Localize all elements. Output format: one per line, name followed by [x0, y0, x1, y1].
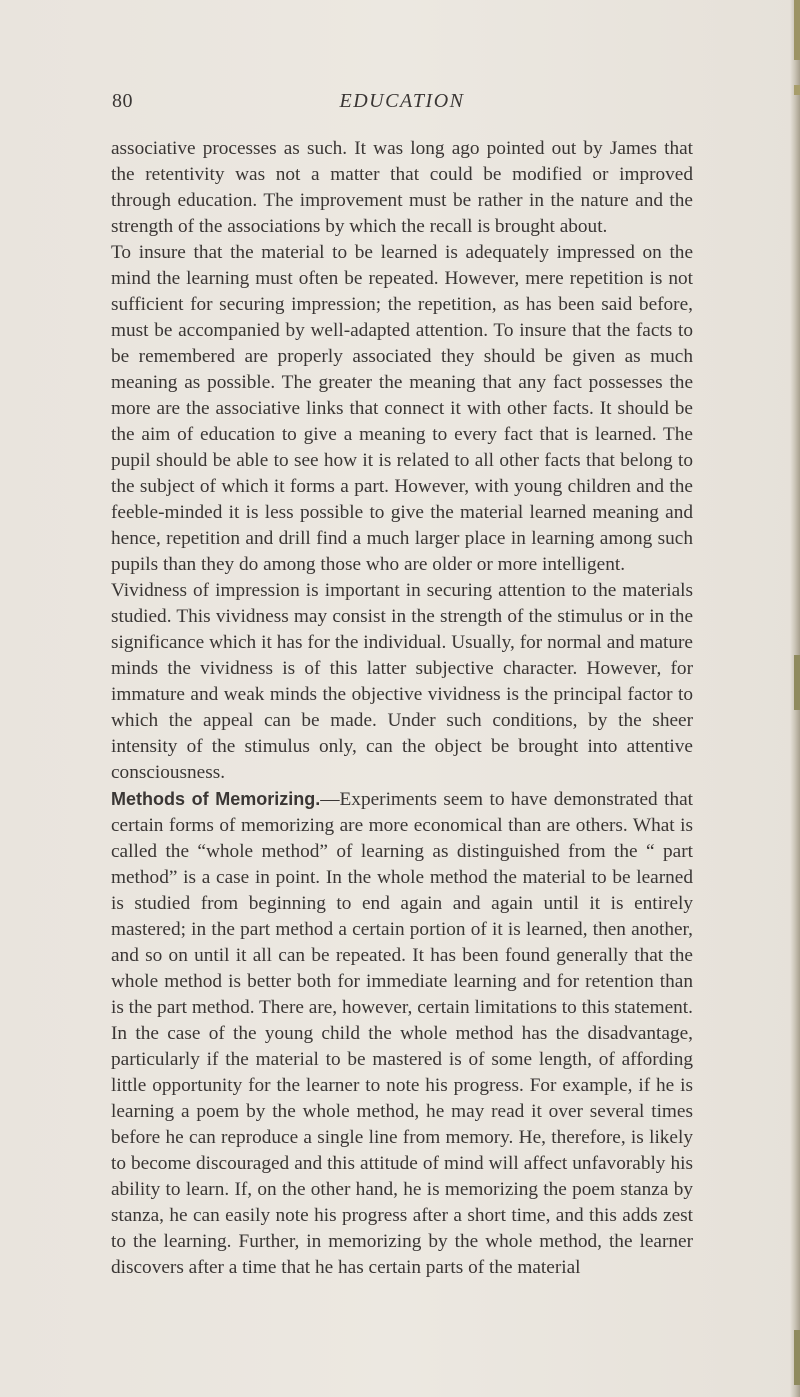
page-number: 80 [112, 90, 133, 112]
paragraph [111, 786, 693, 1281]
page-edge-mark [794, 655, 800, 710]
paragraph: Vividness of impression is important in securing attention to the materials studied. This vividness may consist in the strength of the stimulus or in the significance which it has for the individual. Usually, for normal and mature minds the vividness is of this latter subjective character. However, for immature and weak minds the objective vividness is the principal factor to which the appeal can be made. Under such conditions, by the sheer intensity of the stimulus only, can the object be brought into attentive consciousness. [111, 580, 693, 783]
page-edge-mark [794, 0, 800, 60]
paragraph: To insure that the material to be learned is adequately impressed on the mind the learning must often be repeated. However, mere repetition is not sufficient for securing impression; the repetition, as has been said before, must be accompanied by well-adapted attention. To insure that the facts to be remembered are properly associated they should be given as much meaning as possible. The greater the meaning that any fact possesses the more are the associative links that connect it with other facts. It should be the aim of education to give a meaning to every fact that is learned. The pupil should be able to see how it is related to all other facts that belong to the subject of which it forms a part. However, with young children and the feeble-minded it is less possible to give the material learned meaning and hence, repetition and drill find a much larger place in learning among such pupils than they do among those who are older or more intelligent. [111, 242, 693, 575]
page-edge-mark [794, 1330, 800, 1385]
body-text [111, 136, 693, 1281]
page-header [112, 90, 692, 116]
paragraph: associative processes as such. It was long ago pointed out by James that the retentivity was not a matter that could be modified or improved through education. The improvement must be rather in the nature and the strength of the associations by which the recall is brought about. [111, 138, 693, 237]
section-heading: Methods of Memorizing. [111, 789, 321, 809]
running-head: EDUCATION [339, 90, 465, 112]
paragraph-text: —Experiments seem to have demonstrated that certain forms of memorizing are more economical than are others. What is called the “whole method” of learning as distinguished from the “ part method” is a case in point. In the whole method the material to be learned is studied from beginning to end again and again until it is entirely mastered; in the part method a certain portion of it is learned, then another, and so on until it all can be repeated. It has been found generally that the whole method is better both for immediate learning and for retention than is the part method. There are, however, certain limitations to this statement. In the case of the young child the whole method has the disadvantage, particularly if the material to be mastered is of some length, of affording little opportunity for the learner to note his progress. For example, if he is learning a poem by the whole method, he may read it over several times before he can reproduce a single line from memory. He, therefore, is likely to become discouraged and this attitude of mind will affect unfavorably his ability to learn. If, on the other hand, he is memorizing the poem stanza by stanza, he can easily note his progress after a short time, and this adds zest to the learning. Further, in memorizing by the whole method, the learner discovers after a time that he has certain parts of the material [111, 789, 693, 1278]
page-edge-mark [794, 85, 800, 95]
